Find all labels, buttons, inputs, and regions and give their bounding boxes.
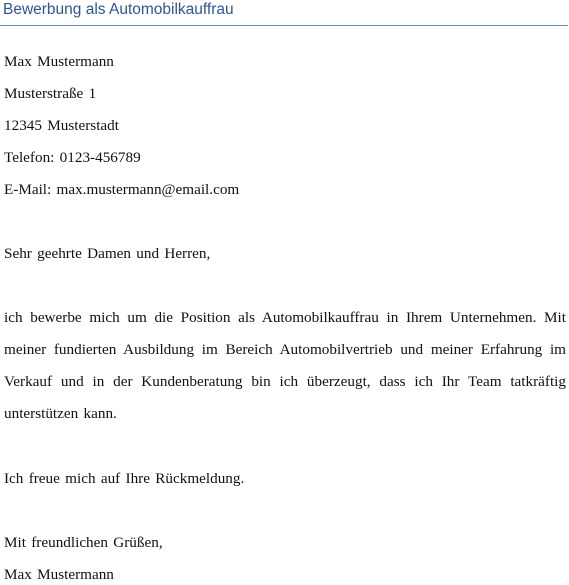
sender-phone: Telefon: 0123-456789 <box>4 149 141 166</box>
closing-paragraph: Ich freue mich auf Ihre Rückmeldung. <box>4 470 245 487</box>
sender-name: Max Mustermann <box>4 53 114 70</box>
sender-street: Musterstraße 1 <box>4 85 97 102</box>
body-line-2: meiner fundierten Ausbildung im Bereich Automobilvertrieb und meiner Erfahrung im <box>4 341 566 358</box>
title-underline-divider <box>0 25 568 26</box>
page-title: Bewerbung als Automobilkauffrau <box>3 1 234 18</box>
body-line-3: Verkauf und in der Kundenberatung bin ich überzeugt, dass ich Ihr Team tatkräftig <box>4 373 566 390</box>
body-line-1: ich bewerbe mich um die Position als Automobilkauffrau in Ihrem Unternehmen. Mit <box>4 309 566 326</box>
body-line-4: unterstützen kann. <box>4 405 117 422</box>
closing-formula: Mit freundlichen Grüßen, <box>4 534 163 551</box>
signature-name: Max Mustermann <box>4 566 114 583</box>
sender-city: 12345 Musterstadt <box>4 117 119 134</box>
sender-email: E-Mail: max.mustermann@email.com <box>4 181 240 198</box>
salutation: Sehr geehrte Damen und Herren, <box>4 245 211 262</box>
